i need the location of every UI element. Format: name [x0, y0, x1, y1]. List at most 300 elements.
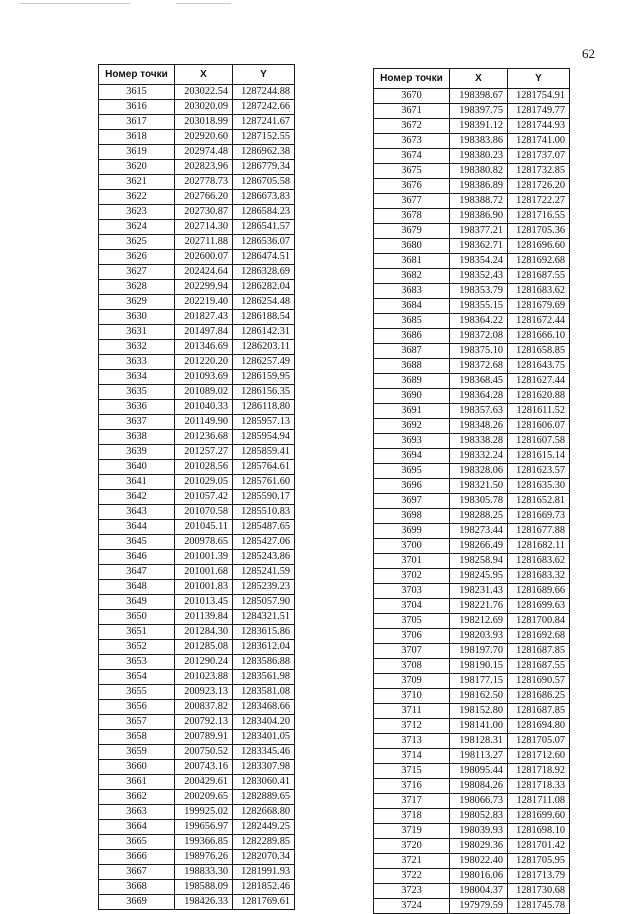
point-number-cell: 3637 [99, 415, 175, 430]
table-row [374, 434, 570, 449]
table-row [374, 599, 570, 614]
table-row [374, 734, 570, 749]
y-coordinate-cell: 1286188.54 [233, 310, 295, 325]
table-row [99, 505, 295, 520]
point-number-cell: 3690 [374, 389, 450, 404]
table-row [374, 209, 570, 224]
y-coordinate-cell: 1281652.81 [508, 494, 570, 509]
point-number-cell: 3688 [374, 359, 450, 374]
x-coordinate-cell: 201013.45 [175, 595, 233, 610]
point-number-cell: 3686 [374, 329, 450, 344]
table-row [99, 550, 295, 565]
table-row [374, 524, 570, 539]
header-point-number: Номер точки [99, 65, 175, 85]
point-number-cell: 3619 [99, 145, 175, 160]
point-number-cell: 3626 [99, 250, 175, 265]
point-number-cell: 3707 [374, 644, 450, 659]
y-coordinate-cell: 1286328.69 [233, 265, 295, 280]
y-coordinate-cell: 1285427.06 [233, 535, 295, 550]
y-coordinate-cell: 1285241.59 [233, 565, 295, 580]
table-row [374, 224, 570, 239]
table-row [99, 730, 295, 745]
point-number-cell: 3675 [374, 164, 450, 179]
point-number-cell: 3684 [374, 299, 450, 314]
point-number-cell: 3666 [99, 850, 175, 865]
table-row [374, 614, 570, 629]
x-coordinate-cell: 198380.82 [450, 164, 508, 179]
point-number-cell: 3681 [374, 254, 450, 269]
point-number-cell: 3644 [99, 520, 175, 535]
coordinates-table-left [98, 64, 295, 910]
point-number-cell: 3670 [374, 89, 450, 104]
table-row [99, 400, 295, 415]
y-coordinate-cell: 1285859.41 [233, 445, 295, 460]
table-row [99, 235, 295, 250]
point-number-cell: 3628 [99, 280, 175, 295]
x-coordinate-cell: 202714.30 [175, 220, 233, 235]
table-row [374, 329, 570, 344]
point-number-cell: 3660 [99, 760, 175, 775]
y-coordinate-cell: 1281705.07 [508, 734, 570, 749]
table-row [374, 779, 570, 794]
table-row [99, 595, 295, 610]
x-coordinate-cell: 198305.78 [450, 494, 508, 509]
point-number-cell: 3640 [99, 460, 175, 475]
x-coordinate-cell: 202219.40 [175, 295, 233, 310]
point-number-cell: 3683 [374, 284, 450, 299]
point-number-cell: 3692 [374, 419, 450, 434]
point-number-cell: 3723 [374, 884, 450, 899]
x-coordinate-cell: 201285.08 [175, 640, 233, 655]
point-number-cell: 3708 [374, 659, 450, 674]
y-coordinate-cell: 1281737.07 [508, 149, 570, 164]
y-coordinate-cell: 1281615.14 [508, 449, 570, 464]
x-coordinate-cell: 198231.43 [450, 584, 508, 599]
table-row [374, 764, 570, 779]
y-coordinate-cell: 1281611.52 [508, 404, 570, 419]
y-coordinate-cell: 1281711.08 [508, 794, 570, 809]
table-row [374, 809, 570, 824]
table-row [374, 854, 570, 869]
x-coordinate-cell: 201070.58 [175, 505, 233, 520]
y-coordinate-cell: 1286254.48 [233, 295, 295, 310]
point-number-cell: 3724 [374, 899, 450, 914]
x-coordinate-cell: 198352.43 [450, 269, 508, 284]
page-number: 62 [582, 46, 595, 61]
table-row [374, 179, 570, 194]
x-coordinate-cell: 199925.02 [175, 805, 233, 820]
x-coordinate-cell: 198332.24 [450, 449, 508, 464]
table-row [374, 629, 570, 644]
y-coordinate-cell: 1281687.55 [508, 659, 570, 674]
x-coordinate-cell: 198128.31 [450, 734, 508, 749]
y-coordinate-cell: 1281716.55 [508, 209, 570, 224]
table-row [374, 89, 570, 104]
y-coordinate-cell: 1282449.25 [233, 820, 295, 835]
point-number-cell: 3648 [99, 580, 175, 595]
table-row [99, 535, 295, 550]
table-row [374, 374, 570, 389]
point-number-cell: 3655 [99, 685, 175, 700]
y-coordinate-cell: 1287244.88 [233, 85, 295, 100]
table-header-row [99, 65, 295, 85]
header-y: Y [233, 65, 295, 85]
y-coordinate-cell: 1281732.85 [508, 164, 570, 179]
y-coordinate-cell: 1283586.88 [233, 655, 295, 670]
point-number-cell: 3722 [374, 869, 450, 884]
x-coordinate-cell: 198380.23 [450, 149, 508, 164]
y-coordinate-cell: 1281607.58 [508, 434, 570, 449]
table-row [99, 775, 295, 790]
table-row [374, 344, 570, 359]
point-number-cell: 3643 [99, 505, 175, 520]
y-coordinate-cell: 1281692.68 [508, 254, 570, 269]
y-coordinate-cell: 1287152.55 [233, 130, 295, 145]
table-row [374, 254, 570, 269]
point-number-cell: 3674 [374, 149, 450, 164]
y-coordinate-cell: 1283615.86 [233, 625, 295, 640]
point-number-cell: 3719 [374, 824, 450, 839]
y-coordinate-cell: 1281698.10 [508, 824, 570, 839]
point-number-cell: 3704 [374, 599, 450, 614]
x-coordinate-cell: 198372.08 [450, 329, 508, 344]
point-number-cell: 3658 [99, 730, 175, 745]
table-row [99, 610, 295, 625]
x-coordinate-cell: 198221.76 [450, 599, 508, 614]
y-coordinate-cell: 1286541.57 [233, 220, 295, 235]
x-coordinate-cell: 203018.99 [175, 115, 233, 130]
table-row [99, 265, 295, 280]
table-row [374, 869, 570, 884]
y-coordinate-cell: 1281683.32 [508, 569, 570, 584]
point-number-cell: 3678 [374, 209, 450, 224]
x-coordinate-cell: 201497.84 [175, 325, 233, 340]
x-coordinate-cell: 198386.89 [450, 179, 508, 194]
y-coordinate-cell: 1281669.73 [508, 509, 570, 524]
x-coordinate-cell: 201346.69 [175, 340, 233, 355]
table-row [99, 310, 295, 325]
y-coordinate-cell: 1286203.11 [233, 340, 295, 355]
table-row [99, 490, 295, 505]
x-coordinate-cell: 200978.65 [175, 535, 233, 550]
y-coordinate-cell: 1286282.04 [233, 280, 295, 295]
x-coordinate-cell: 198113.27 [450, 749, 508, 764]
point-number-cell: 3632 [99, 340, 175, 355]
point-number-cell: 3620 [99, 160, 175, 175]
point-number-cell: 3671 [374, 104, 450, 119]
table-row [374, 719, 570, 734]
y-coordinate-cell: 1285957.13 [233, 415, 295, 430]
table-row [99, 190, 295, 205]
point-number-cell: 3700 [374, 539, 450, 554]
x-coordinate-cell: 198152.80 [450, 704, 508, 719]
table-row [374, 689, 570, 704]
table-row [374, 794, 570, 809]
point-number-cell: 3638 [99, 430, 175, 445]
table-row [99, 370, 295, 385]
table-row [374, 479, 570, 494]
table-row [99, 685, 295, 700]
table-row [99, 625, 295, 640]
point-number-cell: 3664 [99, 820, 175, 835]
y-coordinate-cell: 1286536.07 [233, 235, 295, 250]
y-coordinate-cell: 1285590.17 [233, 490, 295, 505]
x-coordinate-cell: 201284.30 [175, 625, 233, 640]
y-coordinate-cell: 1286705.58 [233, 175, 295, 190]
point-number-cell: 3697 [374, 494, 450, 509]
x-coordinate-cell: 198328.06 [450, 464, 508, 479]
table-row [374, 284, 570, 299]
table-row [99, 280, 295, 295]
x-coordinate-cell: 199366.85 [175, 835, 233, 850]
table-row [374, 704, 570, 719]
point-number-cell: 3634 [99, 370, 175, 385]
x-coordinate-cell: 198022.40 [450, 854, 508, 869]
x-coordinate-cell: 198197.70 [450, 644, 508, 659]
x-coordinate-cell: 202974.48 [175, 145, 233, 160]
table-row [99, 130, 295, 145]
x-coordinate-cell: 198212.69 [450, 614, 508, 629]
point-number-cell: 3624 [99, 220, 175, 235]
x-coordinate-cell: 199656.97 [175, 820, 233, 835]
y-coordinate-cell: 1285487.65 [233, 520, 295, 535]
x-coordinate-cell: 198383.86 [450, 134, 508, 149]
x-coordinate-cell: 200792.13 [175, 715, 233, 730]
y-coordinate-cell: 1286257.49 [233, 355, 295, 370]
x-coordinate-cell: 198258.94 [450, 554, 508, 569]
x-coordinate-cell: 201093.69 [175, 370, 233, 385]
point-number-cell: 3625 [99, 235, 175, 250]
table-row [99, 850, 295, 865]
y-coordinate-cell: 1286118.80 [233, 400, 295, 415]
table-row [99, 760, 295, 775]
y-coordinate-cell: 1281769.61 [233, 895, 295, 910]
x-coordinate-cell: 203020.09 [175, 100, 233, 115]
x-coordinate-cell: 200789.91 [175, 730, 233, 745]
x-coordinate-cell: 198052.83 [450, 809, 508, 824]
table-row [99, 865, 295, 880]
x-coordinate-cell: 201827.43 [175, 310, 233, 325]
x-coordinate-cell: 201045.11 [175, 520, 233, 535]
x-coordinate-cell: 198398.67 [450, 89, 508, 104]
table-row [99, 805, 295, 820]
y-coordinate-cell: 1281643.75 [508, 359, 570, 374]
y-coordinate-cell: 1281666.10 [508, 329, 570, 344]
x-coordinate-cell: 198364.28 [450, 389, 508, 404]
x-coordinate-cell: 198833.30 [175, 865, 233, 880]
point-number-cell: 3711 [374, 704, 450, 719]
table-row [374, 674, 570, 689]
y-coordinate-cell: 1285761.60 [233, 475, 295, 490]
table-row [99, 445, 295, 460]
x-coordinate-cell: 201257.27 [175, 445, 233, 460]
x-coordinate-cell: 197979.59 [450, 899, 508, 914]
x-coordinate-cell: 198426.33 [175, 895, 233, 910]
table-row [99, 340, 295, 355]
x-coordinate-cell: 201057.42 [175, 490, 233, 505]
x-coordinate-cell: 198357.63 [450, 404, 508, 419]
point-number-cell: 3706 [374, 629, 450, 644]
point-number-cell: 3718 [374, 809, 450, 824]
point-number-cell: 3622 [99, 190, 175, 205]
x-coordinate-cell: 198084.26 [450, 779, 508, 794]
x-coordinate-cell: 198039.93 [450, 824, 508, 839]
x-coordinate-cell: 198372.68 [450, 359, 508, 374]
scan-artifact [176, 3, 231, 4]
x-coordinate-cell: 198353.79 [450, 284, 508, 299]
point-number-cell: 3716 [374, 779, 450, 794]
table-row [99, 355, 295, 370]
x-coordinate-cell: 201001.83 [175, 580, 233, 595]
y-coordinate-cell: 1285764.61 [233, 460, 295, 475]
x-coordinate-cell: 202823.96 [175, 160, 233, 175]
x-coordinate-cell: 198245.95 [450, 569, 508, 584]
y-coordinate-cell: 1285510.83 [233, 505, 295, 520]
y-coordinate-cell: 1281687.55 [508, 269, 570, 284]
y-coordinate-cell: 1281713.79 [508, 869, 570, 884]
y-coordinate-cell: 1283612.04 [233, 640, 295, 655]
x-coordinate-cell: 198066.73 [450, 794, 508, 809]
y-coordinate-cell: 1281682.11 [508, 539, 570, 554]
x-coordinate-cell: 198190.15 [450, 659, 508, 674]
y-coordinate-cell: 1283404.20 [233, 715, 295, 730]
table-row [99, 250, 295, 265]
table-row [99, 175, 295, 190]
y-coordinate-cell: 1281694.80 [508, 719, 570, 734]
y-coordinate-cell: 1283401.05 [233, 730, 295, 745]
table-row [374, 509, 570, 524]
x-coordinate-cell: 202299.94 [175, 280, 233, 295]
point-number-cell: 3677 [374, 194, 450, 209]
point-number-cell: 3705 [374, 614, 450, 629]
table-row [99, 640, 295, 655]
y-coordinate-cell: 1286142.31 [233, 325, 295, 340]
table-row [374, 884, 570, 899]
point-number-cell: 3642 [99, 490, 175, 505]
coordinates-table-right [373, 68, 570, 914]
y-coordinate-cell: 1281699.63 [508, 599, 570, 614]
point-number-cell: 3639 [99, 445, 175, 460]
table-row [374, 404, 570, 419]
table-row [374, 239, 570, 254]
y-coordinate-cell: 1286159.95 [233, 370, 295, 385]
x-coordinate-cell: 202766.20 [175, 190, 233, 205]
y-coordinate-cell: 1281658.85 [508, 344, 570, 359]
y-coordinate-cell: 1283581.08 [233, 685, 295, 700]
x-coordinate-cell: 198338.28 [450, 434, 508, 449]
x-coordinate-cell: 201089.02 [175, 385, 233, 400]
table-row [99, 580, 295, 595]
y-coordinate-cell: 1285239.23 [233, 580, 295, 595]
y-coordinate-cell: 1281689.66 [508, 584, 570, 599]
x-coordinate-cell: 198388.72 [450, 194, 508, 209]
y-coordinate-cell: 1283561.98 [233, 670, 295, 685]
x-coordinate-cell: 198375.10 [450, 344, 508, 359]
x-coordinate-cell: 203022.54 [175, 85, 233, 100]
x-coordinate-cell: 198288.25 [450, 509, 508, 524]
table-row [374, 644, 570, 659]
table-header-row [374, 69, 570, 89]
x-coordinate-cell: 198377.21 [450, 224, 508, 239]
point-number-cell: 3617 [99, 115, 175, 130]
table-row [374, 749, 570, 764]
table-row [374, 449, 570, 464]
y-coordinate-cell: 1281722.27 [508, 194, 570, 209]
y-coordinate-cell: 1281852.46 [233, 880, 295, 895]
point-number-cell: 3694 [374, 449, 450, 464]
y-coordinate-cell: 1282668.80 [233, 805, 295, 820]
table-row [99, 880, 295, 895]
point-number-cell: 3631 [99, 325, 175, 340]
point-number-cell: 3687 [374, 344, 450, 359]
point-number-cell: 3699 [374, 524, 450, 539]
y-coordinate-cell: 1281679.69 [508, 299, 570, 314]
point-number-cell: 3682 [374, 269, 450, 284]
x-coordinate-cell: 200743.16 [175, 760, 233, 775]
point-number-cell: 3703 [374, 584, 450, 599]
y-coordinate-cell: 1281696.60 [508, 239, 570, 254]
x-coordinate-cell: 202730.87 [175, 205, 233, 220]
x-coordinate-cell: 198368.45 [450, 374, 508, 389]
point-number-cell: 3641 [99, 475, 175, 490]
x-coordinate-cell: 198386.90 [450, 209, 508, 224]
x-coordinate-cell: 198141.00 [450, 719, 508, 734]
point-number-cell: 3645 [99, 535, 175, 550]
x-coordinate-cell: 198397.75 [450, 104, 508, 119]
table-row [374, 494, 570, 509]
y-coordinate-cell: 1281730.68 [508, 884, 570, 899]
point-number-cell: 3696 [374, 479, 450, 494]
point-number-cell: 3667 [99, 865, 175, 880]
y-coordinate-cell: 1287242.66 [233, 100, 295, 115]
x-coordinate-cell: 198273.44 [450, 524, 508, 539]
table-row [374, 569, 570, 584]
point-number-cell: 3695 [374, 464, 450, 479]
x-coordinate-cell: 202711.88 [175, 235, 233, 250]
y-coordinate-cell: 1281726.20 [508, 179, 570, 194]
y-coordinate-cell: 1286156.35 [233, 385, 295, 400]
point-number-cell: 3636 [99, 400, 175, 415]
table-row [99, 85, 295, 100]
y-coordinate-cell: 1281687.85 [508, 704, 570, 719]
x-coordinate-cell: 198362.71 [450, 239, 508, 254]
point-number-cell: 3661 [99, 775, 175, 790]
y-coordinate-cell: 1281690.57 [508, 674, 570, 689]
point-number-cell: 3630 [99, 310, 175, 325]
y-coordinate-cell: 1286474.51 [233, 250, 295, 265]
table-row [374, 419, 570, 434]
table-row [99, 790, 295, 805]
table-row [99, 460, 295, 475]
x-coordinate-cell: 198321.50 [450, 479, 508, 494]
table-row [99, 205, 295, 220]
x-coordinate-cell: 198177.15 [450, 674, 508, 689]
x-coordinate-cell: 200837.82 [175, 700, 233, 715]
table-row [99, 670, 295, 685]
point-number-cell: 3668 [99, 880, 175, 895]
table-row [374, 554, 570, 569]
y-coordinate-cell: 1281623.57 [508, 464, 570, 479]
point-number-cell: 3616 [99, 100, 175, 115]
table-row [374, 824, 570, 839]
x-coordinate-cell: 200429.61 [175, 775, 233, 790]
table-row [99, 565, 295, 580]
header-x: X [175, 65, 233, 85]
table-row [374, 104, 570, 119]
table-row [99, 325, 295, 340]
y-coordinate-cell: 1281677.88 [508, 524, 570, 539]
point-number-cell: 3627 [99, 265, 175, 280]
